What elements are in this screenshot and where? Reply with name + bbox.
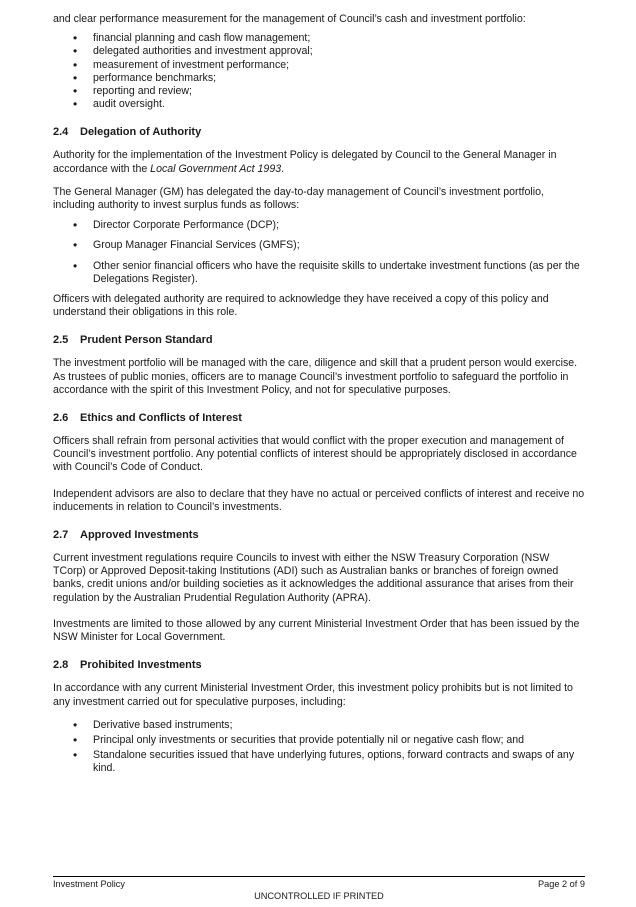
approved-investments-paragraph-2: Investments are limited to those allowed by any current Ministerial Investment Order that has been issued by the NSW Minister for Local Government. (53, 617, 580, 644)
section-number: 2.4 (53, 126, 69, 139)
intro-list (53, 32, 585, 111)
delegation-paragraph-3: Officers with delegated authority are required to acknowledge they have received a copy of this policy and understand their obligations in this role. (53, 293, 549, 319)
delegation-paragraph-2: The General Manager (GM) has delegated the day-to-day management of Council’s investment portfolio, including authority to invest surplus funds as follows: (53, 185, 544, 212)
section-title: Delegation of Authority (80, 126, 202, 139)
document-page (53, 13, 585, 784)
document-title: Investment Policy (53, 879, 125, 889)
prudent-person-paragraph: The investment portfolio will be managed with the care, diligence and skill that a prudent person would exercise. As trustees of public monies, officers are to manage Council’s investment portfolio to safeguard the portfolio in accordance with the spirit of this Investment Policy, and not for speculative purposes. (53, 357, 578, 396)
section-heading-2-5 (53, 333, 585, 347)
section-number: 2.5 (53, 334, 69, 347)
intro-paragraph: and clear performance measurement for the management of Council’s cash and investment portfolio: (53, 13, 526, 25)
list-item: • delegated authorities and investment approval; (53, 45, 585, 58)
uncontrolled-notice: UNCONTROLLED IF PRINTED (254, 891, 384, 901)
list-item: • performance benchmarks; (53, 72, 585, 85)
list-item: • financial planning and cash flow management; (53, 32, 585, 45)
approved-investments-paragraph-1: Current investment regulations require Councils to invest with either the NSW Treasury Corporation (NSW TCorp) or Approved Deposit-taking Institutions (ADI) such as Australian banks or branches of foreign owned banks, credit unions and/or building societies as it acknowledges the additional assurance that arises from their regulation by the Australian Prudential Regulation Authority (APRA). (53, 552, 574, 604)
section-title: Ethics and Conflicts of Interest (80, 412, 242, 425)
section-title: Approved Investments (80, 529, 199, 542)
list-item: • Derivative based instruments; (53, 719, 585, 732)
section-title: Prohibited Investments (80, 659, 202, 672)
list-item: • Other senior financial officers who have the requisite skills to undertake investment functions (as per the Delegations Register). (53, 260, 585, 286)
list-item: • Standalone securities issued that have underlying futures, options, forward contracts and swaps of any kind. (53, 749, 585, 775)
act-name: Local Government Act 1993 (150, 162, 282, 175)
text-run: . (281, 162, 285, 175)
section-heading-2-8 (53, 658, 585, 672)
delegation-paragraph-1 (53, 149, 585, 175)
list-item: • audit oversight. (53, 98, 585, 111)
section-number: 2.8 (53, 659, 69, 672)
prohibited-investments-paragraph: In accordance with any current Ministerial Investment Order, this investment policy prohibits but is not limited to any investment carried out for speculative purposes, including: (53, 682, 573, 708)
section-heading-2-7 (53, 528, 585, 542)
section-title: Prudent Person Standard (80, 334, 213, 347)
ethics-paragraph-1: Officers shall refrain from personal activities that would conflict with the proper execution and management of Council’s investment portfolio. Any potential conflicts of interest should be appropriately disclosed in accordance with Council’s Code of Conduct. (53, 435, 577, 474)
section-heading-2-6 (53, 411, 585, 425)
list-item: • reporting and review; (53, 85, 585, 98)
text-run: Authority for the implementation of the Investment Policy is delegated by Council to the General Manager in accordance with the (53, 149, 557, 175)
delegation-list (53, 219, 585, 286)
section-number: 2.7 (53, 529, 69, 542)
list-item: • measurement of investment performance; (53, 59, 585, 72)
footer-row (53, 878, 585, 890)
page-number: Page 2 of 9 (538, 879, 585, 889)
section-heading-2-4 (53, 125, 585, 139)
ethics-paragraph-2: Independent advisors are also to declare that they have no actual or perceived conflicts of interest and receive no inducements in relation to Council’s investments. (53, 487, 585, 513)
page-footer (53, 876, 585, 902)
list-item: • Group Manager Financial Services (GMFS); (53, 239, 585, 252)
list-item: • Principal only investments or securities that provide potentially nil or negative cash flow; and (53, 734, 585, 747)
list-item: • Director Corporate Performance (DCP); (53, 219, 585, 232)
prohibited-list (53, 719, 585, 776)
section-number: 2.6 (53, 412, 69, 425)
